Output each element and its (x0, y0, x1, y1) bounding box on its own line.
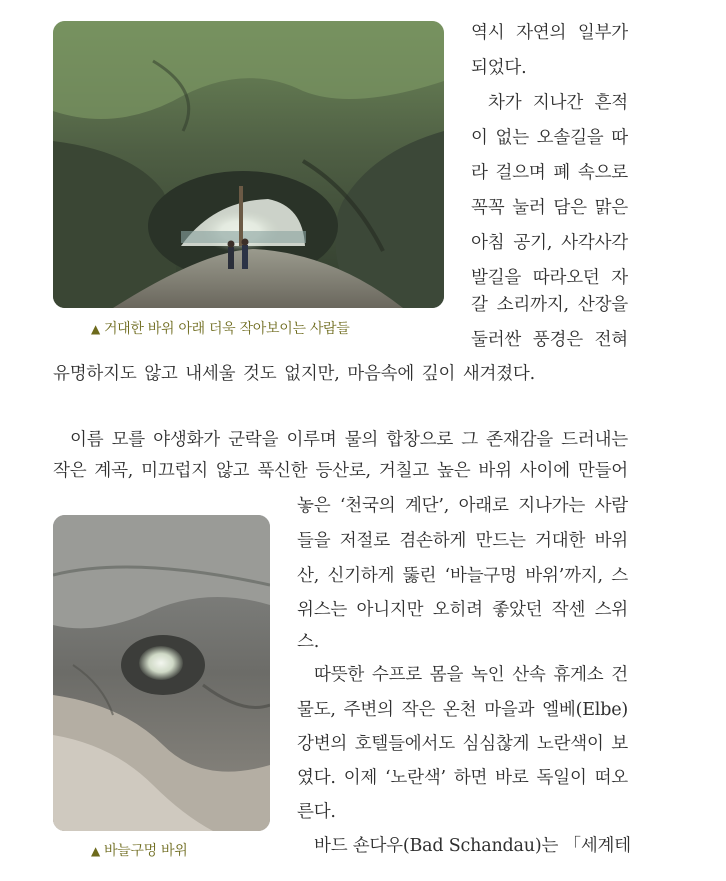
triangle-marker-icon: ▲ (91, 844, 100, 858)
text-line: 둘러싼 풍경은 전혀 (471, 330, 628, 350)
text-line: 물도, 주변의 작은 온천 마을과 엘베(Elbe) (297, 700, 628, 720)
text-line: 이름 모를 야생화가 군락을 이루며 물의 합창으로 그 존재감을 드러내는 (70, 430, 628, 450)
text-line: 따뜻한 수프로 몸을 녹인 산속 휴게소 건 (314, 665, 628, 685)
cave-photo-image (53, 21, 444, 308)
text-line: 역시 자연의 일부가 (471, 23, 628, 43)
text-line: 스. (297, 632, 320, 652)
needle-rock-caption: ▲ 바늘구멍 바위 (91, 843, 188, 859)
text-line: 들을 저절로 겸손하게 만드는 거대한 바위 (297, 531, 628, 551)
cave-photo-caption: ▲ 거대한 바위 아래 더욱 작아보이는 사람들 (91, 321, 350, 337)
text-line: 되었다. (471, 58, 527, 78)
text-line: 였다. 이제 ‘노란색’ 하면 바로 독일이 떠오 (297, 768, 628, 788)
text-line: 꼭꼭 눌러 담은 맑은 (471, 198, 628, 218)
needle-rock-photo (53, 515, 270, 831)
text-line: 강변의 호텔들에서도 심심찮게 노란색이 보 (297, 734, 628, 754)
text-line: 른다. (297, 802, 336, 822)
triangle-marker-icon: ▲ (91, 322, 100, 336)
text-line: 산, 신기하게 뚫린 ‘바늘구멍 바위’까지, 스 (297, 566, 628, 586)
text-line: 유명하지도 않고 내세울 것도 없지만, 마음속에 깊이 새겨졌다. (53, 364, 535, 384)
text-line: 라 걸으며 폐 속으로 (471, 163, 628, 183)
text-line: 놓은 ‘천국의 계단’, 아래로 지나가는 사람 (297, 496, 628, 516)
text-line: 위스는 아니지만 오히려 좋았던 작센 스위 (297, 600, 628, 620)
needle-rock-image (53, 515, 270, 831)
text-line: 아침 공기, 사각사각 (471, 233, 628, 253)
text-line: 발길을 따라오던 자 (471, 268, 628, 288)
text-line: 이 없는 오솔길을 따 (471, 128, 628, 148)
text-line: 차가 지나간 흔적 (488, 93, 628, 113)
text-line: 작은 계곡, 미끄럽지 않고 푹신한 등산로, 거칠고 높은 바위 사이에 만들어 (53, 461, 628, 481)
cave-photo (53, 21, 444, 308)
text-line: 갈 소리까지, 산장을 (471, 295, 628, 315)
text-line: 바드 숀다우(Bad Schandau)는 「세계테 (314, 836, 631, 856)
